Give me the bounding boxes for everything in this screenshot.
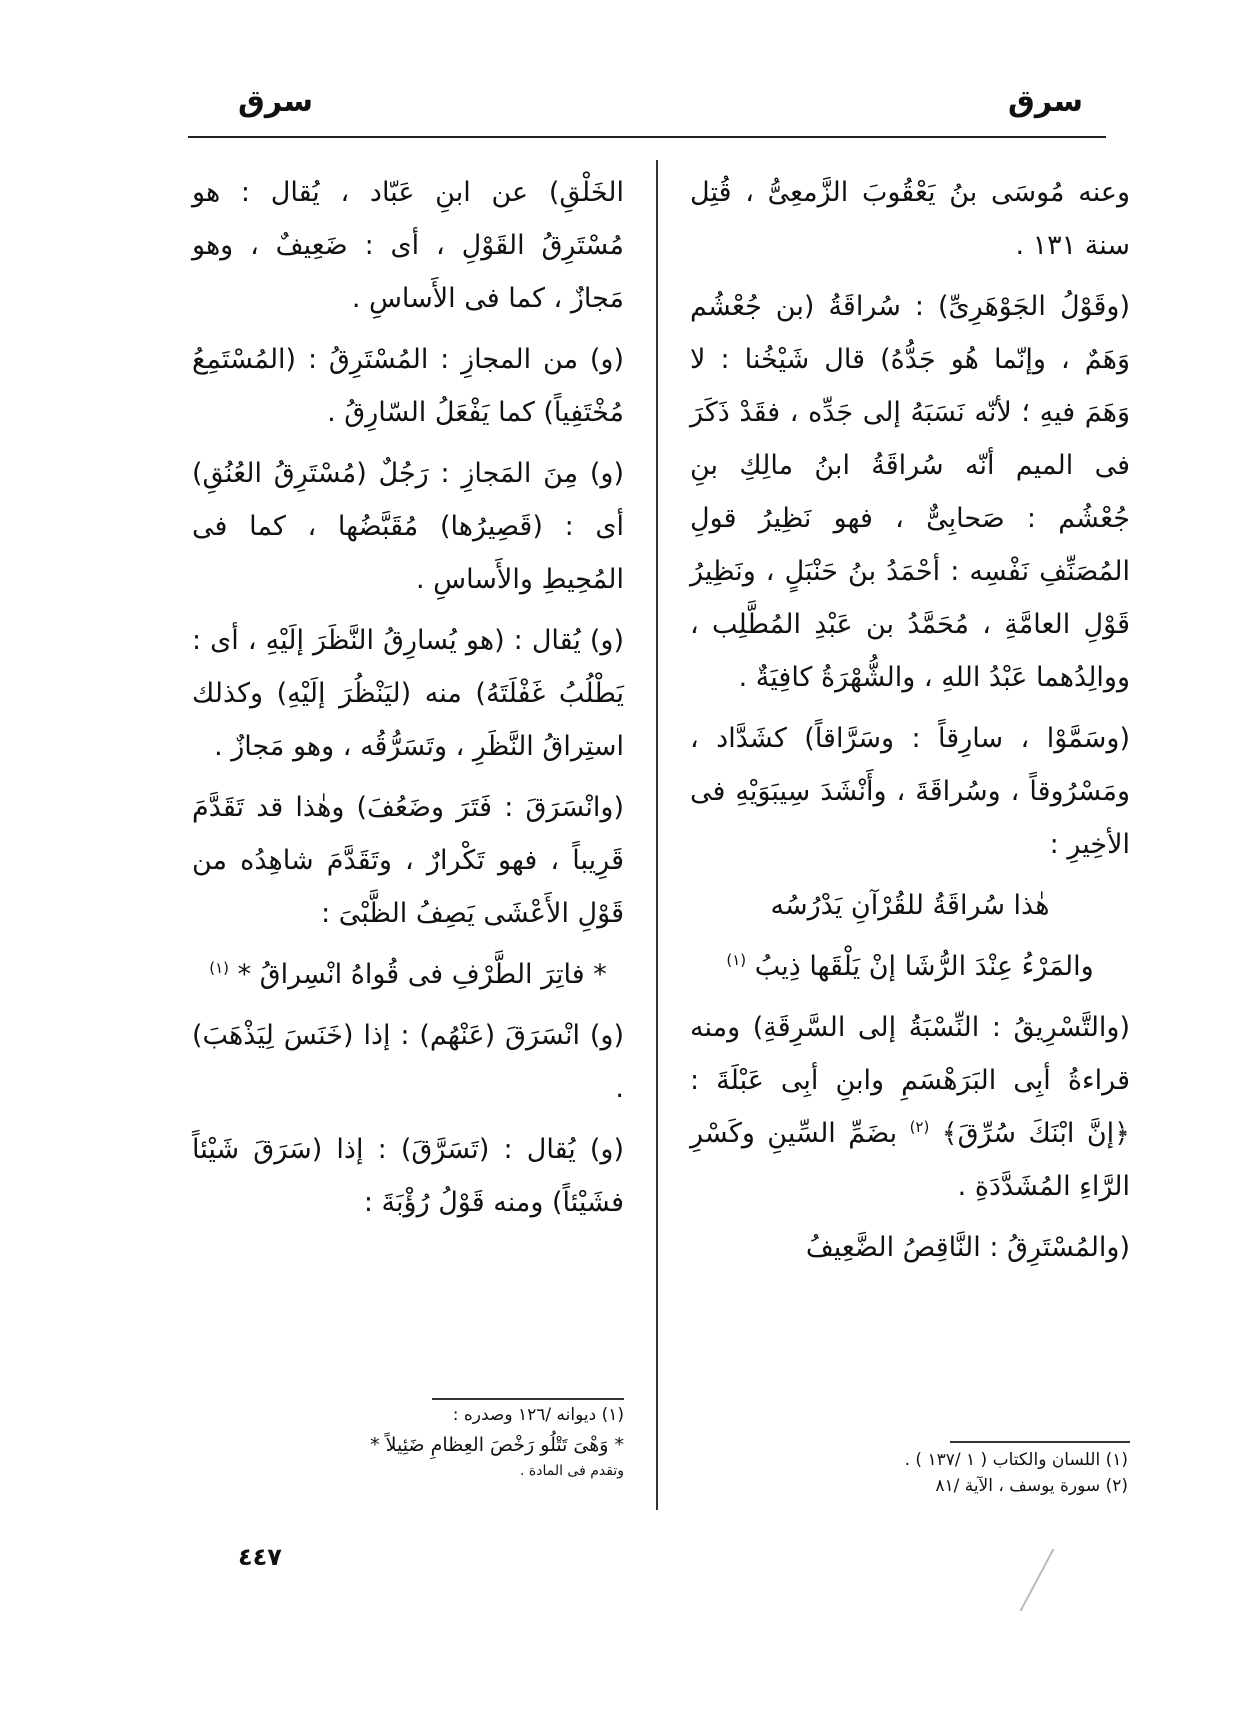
right-column	[690, 166, 1130, 1282]
footnote: (١) ديوانه /١٢٦ وصدره :	[452, 1405, 624, 1425]
verse-line: هٰذا سُراقَةُ للقُرْآنِ يَدْرُسُه	[770, 890, 1050, 921]
footnote-ref: (١)	[726, 951, 747, 969]
entry-paragraph: (وقَوْلُ الجَوْهَرِىِّ) : سُراقَةُ (بن جُعْشُم وَهَمٌ ، وإنّما هُو جَدُّهُ) قال شَيْخُنا : لا وَهَمَ فيهِ ؛ لأنّه نَسَبَهُ إلى جَدِّه ، فقَدْ ذَكَرَ فى الميم أنّه سُراقَةُ ابنُ مالِكِ بنِ جُعْشُم : صَحابِىٌّ ، فهو نَظِيرُ قولِ المُصَنِّفِ نَفْسِه : أحْمَدُ بنُ حَنْبَلٍ ، ونَظِيرُ قَوْلِ العامَّةِ ، مُحَمَّدُ بن عَبْدِ المُطَّلِب ، ووالِدُهما عَبْدُ اللهِ ، والشُّهْرَةُ كافِيَةٌ .	[690, 291, 1130, 693]
running-head-right: سرق	[1008, 84, 1083, 119]
footnote-ref: (٢)	[909, 1118, 930, 1136]
page-number: ٤٤٧	[238, 1543, 282, 1571]
footnote-note: وتقدم فى المادة .	[519, 1463, 624, 1479]
entry-text: (والتَّسْرِيقُ : النِّسْبَةُ إلى السَّرِقَةِ) ومنه قراءةُ أبِى البَرَهْسَمِ وابنِ أبِى عَبْلَةَ : ﴿إنَّ ابْنَكَ سُرِّقَ﴾	[690, 1012, 1130, 1149]
running-head-left: سرق	[238, 84, 313, 119]
entry-paragraph: (و) يُقال : (تَسَرَّقَ) : إذا (سَرَقَ شَيْئاً فشَيْئاً) ومنه قَوْلُ رُؤْبَةَ :	[192, 1134, 624, 1218]
verse-line	[690, 940, 1130, 993]
footnote: (٢) سورة يوسف ، الآية /٨١	[935, 1476, 1128, 1496]
entry-paragraph: وعنه مُوسَى بنُ يَعْقُوبَ الزَّمعِىُّ ، قُتِل سنة ١٣١ .	[690, 177, 1130, 261]
right-footnotes	[870, 1447, 1128, 1499]
footnote-rule	[432, 1398, 624, 1400]
header-rule	[188, 136, 1106, 138]
footnote-rule	[950, 1441, 1130, 1443]
footnote-ref: (١)	[209, 959, 229, 977]
footnote-verse: * وَهْىَ تَتْلُو رَخْصَ العِظامِ ضَئِيلاً *	[370, 1434, 624, 1456]
entry-text: بضَمِّ السِّينِ وكَسْرِ الرَّاءِ المُشَدَّدَةِ .	[690, 1118, 1130, 1202]
entry-paragraph: (و) انْسَرَقَ (عَنْهُم) : إذا (خَنَسَ لِيَذْهَبَ) .	[192, 1020, 624, 1104]
entry-paragraph: (و) من المجازِ : المُسْتَرِقُ : (المُسْتَمِعُ مُخْتَفِياً) كما يَفْعَلُ السّارِقُ .	[192, 344, 624, 428]
column-divider	[656, 160, 658, 1510]
entry-paragraph: (وسَمَّوْا ، سارِقاً : وسَرَّاقاً) كشَدَّاد ، ومَسْرُوقاً ، وسُراقَةَ ، وأَنْشَدَ سِيبَوَيْهِ فى الأخِيرِ :	[690, 723, 1130, 860]
entry-paragraph: (و) يُقال : (هو يُسارِقُ النَّظَرَ إلَيْهِ ، أى : يَطْلُبُ غَفْلَتَهُ) منه (ليَنْظُرَ إلَيْهِ) وكذلك استِراقُ النَّظَرِ ، وتَسَرُّقُه ، وهو مَجازٌ .	[192, 625, 624, 762]
entry-paragraph: (و) مِنَ المَجازِ : رَجُلٌ (مُسْتَرِقُ العُنُقِ) أى : (قَصِيرُها) مُقَبَّضُها ، كما فى المُحِيطِ والأَساسِ .	[192, 458, 624, 595]
entry-paragraph	[690, 1001, 1130, 1213]
verse-text: والمَرْءُ عِنْدَ الرُّشَا إنْ يَلْقَها ذِيبُ	[754, 951, 1094, 982]
entry-paragraph: (وانْسَرَقَ : فَتَرَ وضَعُفَ) وهٰذا قد تَقَدَّمَ قَرِيباً ، فهو تَكْرارٌ ، وتَقَدَّمَ شاهِدُه من قَوْلِ الأَعْشَى يَصِفُ الظَّبْىَ :	[192, 792, 624, 929]
left-column	[192, 166, 624, 1237]
scan-mark	[1020, 1549, 1055, 1612]
entry-paragraph: الخَلْقِ) عن ابنِ عَبّاد ، يُقال : هو مُسْتَرِقُ القَوْلِ ، أى : ضَعِيفٌ ، وهو مَجازٌ ، كما فى الأَساسِ .	[192, 177, 624, 314]
verse-line	[192, 948, 624, 1001]
left-footnotes	[190, 1402, 624, 1484]
footnote: (١) اللسان والكتاب ( ١ /١٣٧ ) .	[904, 1450, 1128, 1470]
entry-paragraph: (والمُسْتَرِقُ : النَّاقِصُ الضَّعِيفُ	[805, 1232, 1130, 1263]
verse-text: * فاتِرَ الطَّرْفِ فى قُواهُ انْسِراقُ *	[237, 959, 607, 990]
